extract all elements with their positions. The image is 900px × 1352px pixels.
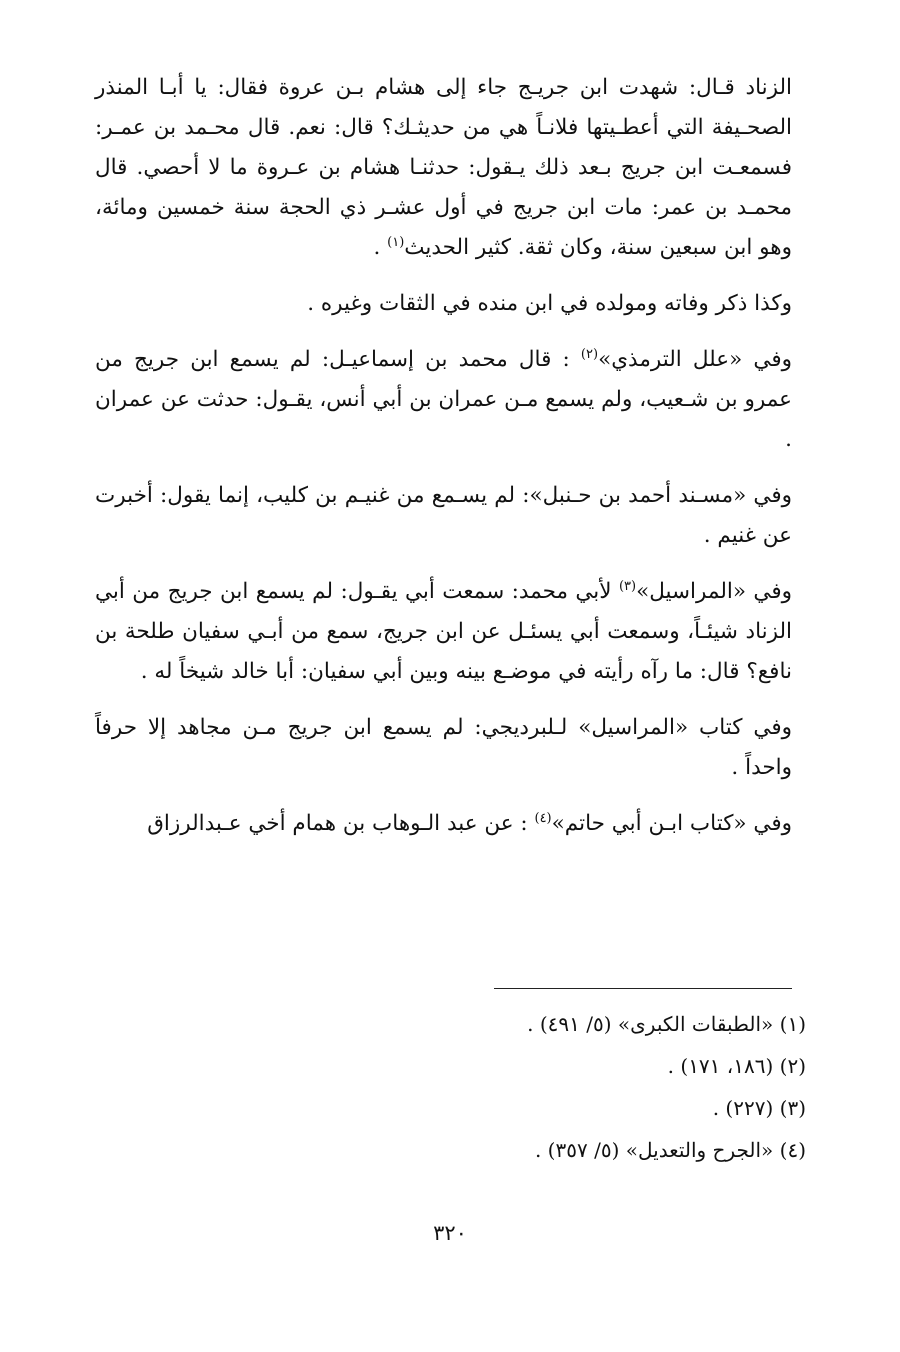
- paragraph-text: : قال محمد بن إسماعيـل: لم يسمع ابن جريج من عمرو بن شـعيب، ولم يسمع مـن عمران بن أبي أنس، يقـول: حدثت عن عمران .: [95, 347, 792, 452]
- footnote-4: (٤) «الجرح والتعديل» (٥/ ٣٥٧) .: [534, 1138, 806, 1162]
- footnote-1: (١) «الطبقات الكبرى» (٥/ ٤٩١) .: [527, 1012, 806, 1036]
- paragraph-1: [95, 68, 792, 268]
- paragraph-3: [95, 340, 792, 460]
- footnotes: [95, 1003, 806, 1171]
- paragraph-text: الزناد قـال: شهدت ابن جريـج جاء إلى هشام بـن عروة فقال: يا أبـا المنذر الصحـيفة التي أعطـيتها فلانـاً هي من حديثـك؟ قال: نعم. قال محـمد بن عمـر: فسمعـت ابن جريج بـعد ذلك يـقول: حدثنـا هشام بن عـروة ما لا أحصي. قال محمـد بن عمر: مات ابن جريج في أول عشـر ذي الحجة سنة خمسين ومائة، وهو ابن سبعين سنة، وكان ثقة. كثير الحديث: [95, 75, 792, 260]
- footnote-ref-1: (١): [387, 234, 405, 250]
- footnote-ref-3: (٣): [618, 578, 637, 594]
- paragraph-text: وفي «مسـند أحمد بن حـنبل»: لم يسـمع من غنيـم بن كليب، إنما يقول: أخبرت عن غنيم .: [95, 483, 792, 548]
- footnote-ref-4: (٤): [534, 810, 552, 826]
- paragraph-text: : عن عبد الـوهاب بن همام أخي عـبدالرزاق: [147, 811, 535, 836]
- paragraph-7: [95, 804, 792, 844]
- paragraph-text: وفي «كتاب ابـن أبي حاتم»: [551, 811, 792, 836]
- paragraph-text: وكذا ذكر وفاته ومولده في ابن منده في الثقات وغيره .: [307, 291, 792, 316]
- footnote-ref-2: (٢): [580, 346, 599, 362]
- paragraph-6: [95, 708, 792, 788]
- paragraph-2: [95, 284, 792, 324]
- paragraph-4: [95, 476, 792, 556]
- footnote-divider: [494, 988, 792, 989]
- paragraph-text: وفي «علل الترمذي»: [598, 347, 792, 372]
- paragraph-text: وفي كتاب «المراسيل» لـلبرديجي: لم يسمع ابن جريج مـن مجاهد إلا حرفاً واحداً .: [95, 715, 792, 780]
- footnote-2: (٢) (١٨٦، ١٧١) .: [667, 1054, 806, 1078]
- page-number: ٣٢٠: [433, 1221, 467, 1245]
- paragraph-text: .: [373, 235, 388, 260]
- paragraph-5: [95, 572, 792, 692]
- footnote-3: (٣) (٢٢٧) .: [712, 1096, 806, 1120]
- paragraph-text: وفي «المراسيل»: [636, 579, 792, 604]
- main-text: [95, 68, 792, 860]
- paragraph-text: لأبي محمد: سمعت أبي يقـول: لم يسمع ابن جريج من أبي الزناد شيئـاً، وسمعت أبي يسئـل عن ابن جريج، سمع من أبـي سفيان طلحة بن نافع؟ قال: ما رآه رأيته في موضـع بينه وبين أبي سفيان: أبا خالد شيخاً له .: [95, 579, 792, 684]
